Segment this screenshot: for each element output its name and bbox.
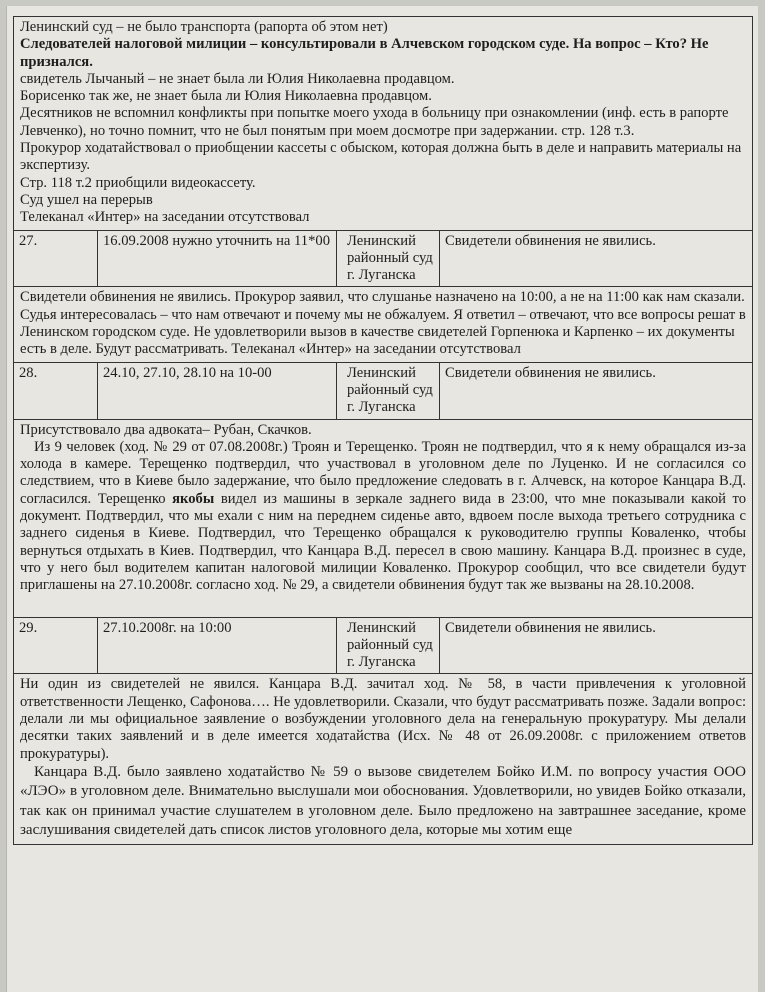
session-number: 28. — [14, 363, 98, 419]
session-court: Ленинский районный суд г. Луганска — [337, 363, 440, 419]
intro-line: свидетель Лычаный – не знает была ли Юлия Николаевна продавцом. — [20, 70, 455, 87]
session-notes-29 — [14, 674, 752, 843]
note-paragraph: Ни один из свидетелей не явился. Канцара В.Д. зачитал ход. № 58, в части привлечения к уголовной ответственности Лещенко, Сафонова…. Не удовлетворили. Сказали, что будут рассматривать позже. Задали вопрос: делали ли мы официальное заявление о возбуждении уголовного дела на генеральную прокуратуру. Мы делали десятки таких заявлений и в деле имеется ходатайства (Исх. № 48 от 26.09.2008г. с приложением ответов прокуратуры). — [20, 676, 746, 762]
hearings-table — [13, 16, 753, 845]
session-result: Свидетели обвинения не явились. — [445, 619, 656, 636]
note-emphasis: якобы — [172, 490, 215, 507]
session-number: 27. — [14, 231, 98, 287]
session-date: 24.10, 27.10, 28.10 на 10-00 — [98, 363, 337, 419]
intro-line: Стр. 118 т.2 приобщили видеокассету. — [20, 174, 256, 191]
intro-line: Телеканал «Интер» на заседании отсутствовал — [20, 209, 310, 226]
session-result: Свидетели обвинения не явились. — [445, 364, 656, 381]
intro-line: Прокурор ходатайствовал о приобщении кассеты с обыском, которая должна быть в деле и направить материалы на экспертизу. — [20, 140, 742, 174]
intro-line-bold: Следователей налоговой милиции – консультировали в Алчевском городском суде. На вопрос – Кто? Не признался. — [20, 36, 709, 70]
note-text: Из 9 человек (ход. № 29 от 07.08.2008г.) Троян и Терещенко. Троян не подтвердил, что я к нему обращался из-за холода в камере. Терещенко подтвердил, что участвовал в уголовном деле по Луценко. И не согласился со следствием, что в Киеве было задержание, что было предложение следовать в г. Алчевск, на которое Канцара В.Д. согласился. Терещенко — [20, 438, 746, 507]
document-page — [6, 6, 758, 992]
session-court: Ленинский районный суд г. Луганска — [337, 618, 440, 674]
session-row-28 — [14, 363, 752, 420]
session-date: 27.10.2008г. на 10:00 — [98, 618, 337, 674]
session-number: 29. — [14, 618, 98, 674]
note-paragraph — [20, 439, 746, 595]
session-notes-28 — [14, 420, 752, 618]
note-paragraph: Канцара В.Д. было заявлено ходатайство № 59 о вызове свидетелем Бойко И.М. по вопросу участия ООО «ЛЭО» в уголовном деле. Внимательно выслушали мои обоснования. Удовлетворили, но увидев Бойко отказали, так как он принимал участие слушателем в уголовном деле. Было предложено на завтрашнее заседание, кроме заслушивания свидетелей дать список листов уголовного дела, которые мы хотим еще — [20, 763, 746, 839]
note-text: видел из машины в зеркале заднего вида в 23:00, что мне показывали какой то документ. Подтвердил, что мы ехали с ним на переднем сиденье авто, вдвоем после выхода третьего сотрудника с заднего сиденья в Киеве. Подтвердил, что Терещенко обращался к руководителю группы Коваленко, чтобы вернуться отдыхать в Киев. Подтвердил, что Канцара В.Д. пересел в свою машину. Канцара В.Д. произнес в суде, что у него был водителем капитан налоговой милиции Коваленко. Прокурор сообщил, что все свидетели будут приглашены на 27.10.2008г. согласно ход. № 29, а свидетели обвинения будут так же вызваны на 28.10.2008. — [20, 490, 746, 594]
intro-block — [14, 17, 752, 231]
session-result: Свидетели обвинения не явились. — [445, 232, 656, 249]
intro-line: Суд ушел на перерыв — [20, 191, 153, 208]
session-court: Ленинский районный суд г. Луганска — [337, 231, 440, 287]
intro-line: Ленинский суд – не было транспорта (рапорта об этом нет) — [20, 19, 388, 35]
session-notes-27 — [14, 287, 752, 362]
session-row-29 — [14, 618, 752, 675]
note-paragraph: Присутствовало два адвоката– Рубан, Скачков. — [20, 421, 312, 438]
session-date: 16.09.2008 нужно уточнить на 11*00 — [98, 231, 337, 287]
intro-line: Десятников не вспомнил конфликты при попытке моего ухода в больницу при ознакомлении (инф. есть в рапорте Левченко), но точно помнит, что не был понятым при моем досмотре при задержании. стр. 128 т.3. — [20, 105, 729, 139]
session-row-27 — [14, 231, 752, 288]
note-paragraph: Свидетели обвинения не явились. Прокурор заявил, что слушанье назначено на 10:00, а не на 11:00 как нам сказали. Судья интересовалась – что нам отвечают и почему мы не обжалуем. Я ответил – отвечают, что все вопросы решат в Ленинском городском суде. Не удовлетворили вызов в качестве свидетелей Горпенюка и Карпенко – их документы есть в деле. Будут рассматривать. Телеканал «Интер» на заседании отсутствовал — [20, 289, 746, 358]
intro-line: Борисенко так же, не знает была ли Юлия Николаевна продавцом. — [20, 88, 432, 105]
